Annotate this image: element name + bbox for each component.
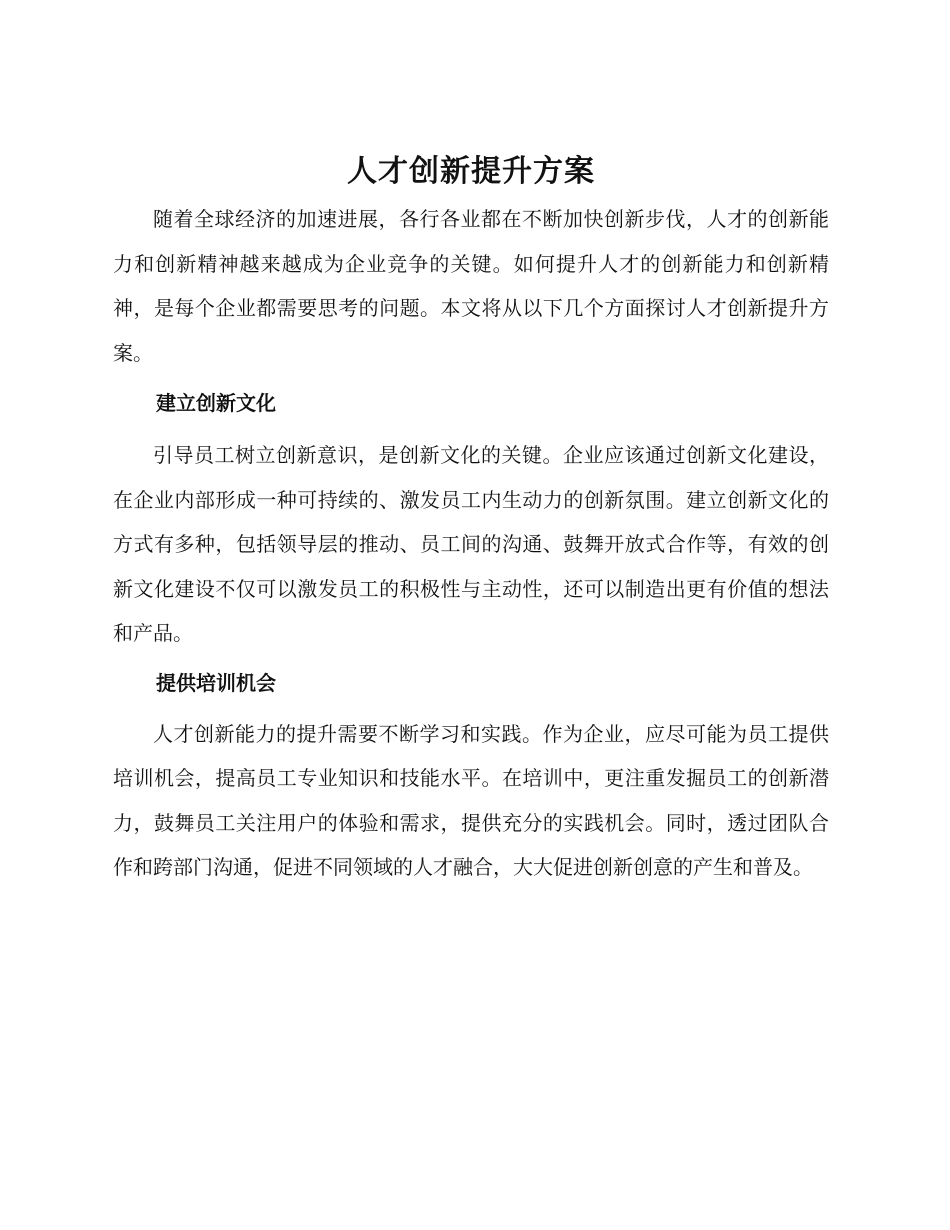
page-title: 人才创新提升方案 xyxy=(347,154,595,189)
section-body-culture: 引导员工树立创新意识，是创新文化的关键。企业应该通过创新文化建设，在企业内部形成一种可持续的、激发员工内生动力的创新氛围。建立创新文化的方式有多种，包括领导层的推动、员工间的沟通、鼓舞开放式合作等，有效的创新文化建设不仅可以激发员工的积极性与主动性，还可以制造出更有价值的想法和产品。 xyxy=(113,443,829,645)
document-content xyxy=(113,150,829,890)
section-heading-culture: 建立创新文化 xyxy=(156,391,276,415)
intro-paragraph: 随着全球经济的加速进展，各行各业都在不断加快创新步伐，人才的创新能力和创新精神越来越成为企业竞争的关键。如何提升人才的创新能力和创新精神，是每个企业都需要思考的问题。本文将从以下几个方面探讨人才创新提升方案。 xyxy=(113,207,829,365)
section-body-training: 人才创新能力的提升需要不断学习和实践。作为企业，应尽可能为员工提供培训机会，提高员工专业知识和技能水平。在培训中，更注重发掘员工的创新潜力，鼓舞员工关注用户的体验和需求，提供充分的实践机会。同时，透过团队合作和跨部门沟通，促进不同领域的人才融合，大大促进创新创意的产生和普及。 xyxy=(113,721,829,879)
section-heading-training: 提供培训机会 xyxy=(156,670,276,695)
